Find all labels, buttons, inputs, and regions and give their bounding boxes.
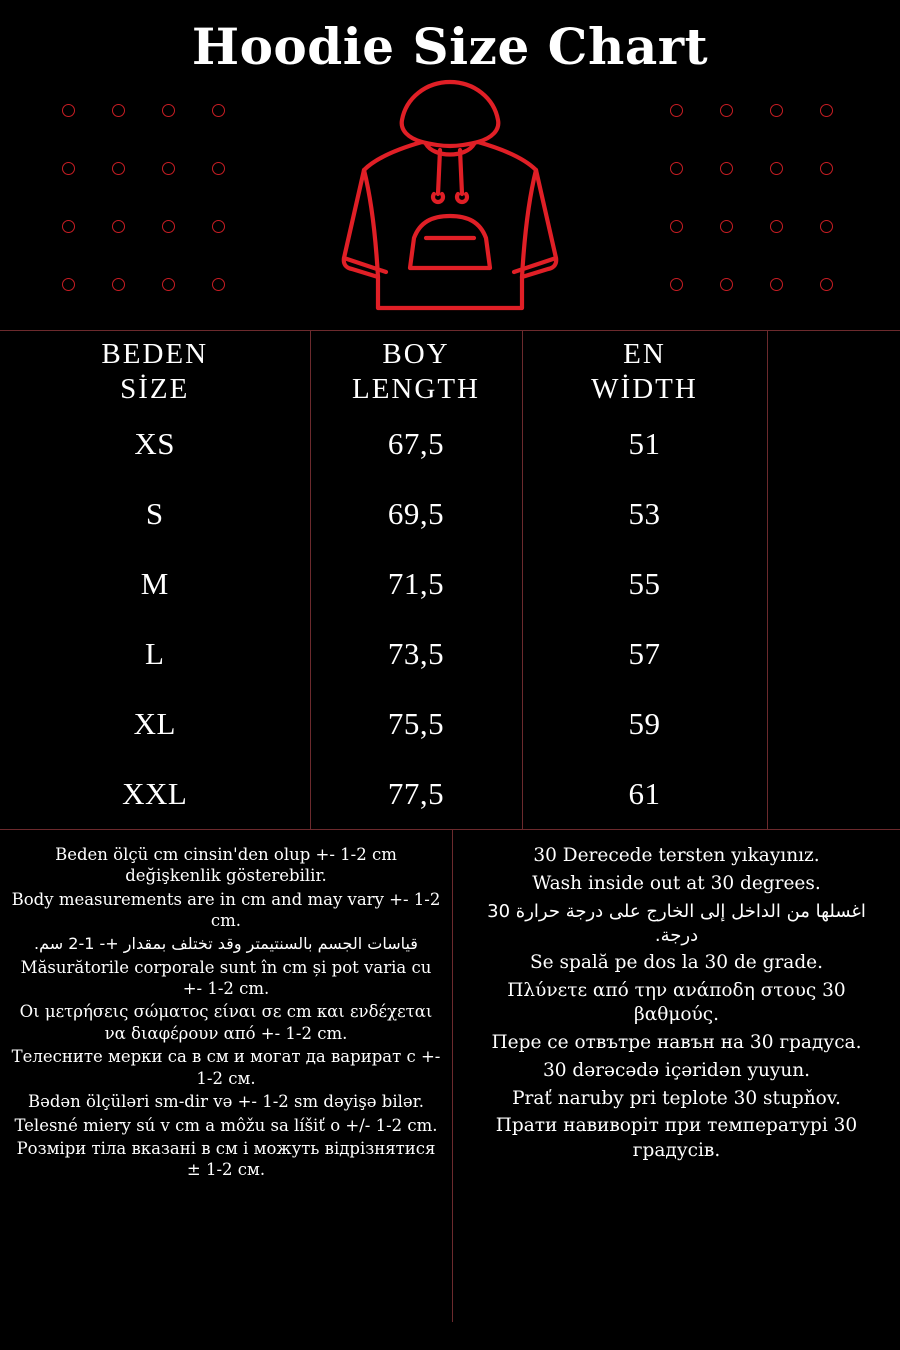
hoodie-icon — [330, 72, 570, 320]
cell-length: 77,5 — [310, 759, 522, 829]
column-header-width-line1: EN — [623, 338, 666, 371]
column-header-length — [310, 331, 522, 409]
measurement-note-en: Body measurements are in cm and may vary +- 1-2 cm. — [11, 889, 441, 931]
washing-note — [453, 830, 900, 1322]
header — [0, 0, 900, 330]
notes-section — [0, 830, 900, 1322]
size-table — [0, 331, 900, 829]
dot — [162, 104, 175, 117]
cell-extra — [767, 549, 900, 619]
cell-extra — [767, 689, 900, 759]
cell-length: 69,5 — [310, 479, 522, 549]
column-header-extra — [767, 331, 900, 409]
table-row — [0, 689, 900, 759]
cell-width: 53 — [522, 479, 767, 549]
dot — [212, 220, 225, 233]
dot — [112, 220, 125, 233]
dot — [62, 104, 75, 117]
dot — [720, 162, 733, 175]
dot — [162, 278, 175, 291]
cell-length: 67,5 — [310, 409, 522, 479]
measurement-note-ro: Măsurătorile corporale sunt în cm și pot varia cu +- 1-2 cm. — [20, 957, 432, 998]
cell-size: XS — [0, 409, 310, 479]
cell-size: S — [0, 479, 310, 549]
washing-note-az: 30 dərəcədə içəridən yuyun. — [542, 1059, 811, 1081]
cell-size: XL — [0, 689, 310, 759]
cell-length: 71,5 — [310, 549, 522, 619]
cell-width: 51 — [522, 409, 767, 479]
cell-extra — [767, 409, 900, 479]
dot — [820, 104, 833, 117]
column-header-size-line2: SİZE — [120, 372, 190, 405]
column-header-width-line2: WİDTH — [591, 372, 698, 405]
dot-grid-left — [62, 104, 262, 336]
dot — [62, 278, 75, 291]
dot — [770, 104, 783, 117]
dot — [770, 220, 783, 233]
washing-note-ro: Se spală pe dos la 30 de grade. — [529, 951, 824, 973]
dot — [670, 220, 683, 233]
measurement-note-az: Bədən ölçüləri sm-dir və +- 1-2 sm dəyişə bilər. — [27, 1092, 425, 1112]
measurement-note-el: Οι μετρήσεις σώματος είναι σε cm και ενδέχεται να διαφέρουν από +- 1-2 cm. — [19, 1002, 433, 1043]
washing-note-tr: 30 Derecede tersten yıkayınız. — [533, 845, 820, 866]
dot-grid-right — [670, 104, 870, 336]
table-row — [0, 479, 900, 549]
column-header-length-line2: LENGTH — [352, 372, 480, 405]
cell-extra — [767, 759, 900, 829]
dot — [670, 278, 683, 291]
measurement-note-tr: Beden ölçü cm cinsin'den olup +- 1-2 cm değişkenlik gösterebilir. — [55, 845, 397, 886]
table-row — [0, 759, 900, 829]
dot — [770, 162, 783, 175]
washing-note-ar: اغسلها من الداخل إلى الخارج على درجة حرارة 30 درجة. — [487, 900, 866, 946]
dot — [212, 278, 225, 291]
dot — [212, 104, 225, 117]
size-table-wrapper — [0, 330, 900, 830]
measurement-note-bg: Телесните мерки са в см и могат да варират с +- 1-2 см. — [11, 1047, 441, 1088]
table-row — [0, 409, 900, 479]
cell-length: 75,5 — [310, 689, 522, 759]
dot — [820, 220, 833, 233]
dot — [720, 104, 733, 117]
cell-size: XXL — [0, 759, 310, 829]
measurement-note-ar: قياسات الجسم بالسنتيمتر وقد تختلف بمقدار +- 1-2 سم. — [34, 933, 418, 953]
washing-note-bg: Пере се отвътре навън на 30 градуса. — [491, 1032, 862, 1054]
cell-size: L — [0, 619, 310, 689]
table-header-row — [0, 331, 900, 409]
measurement-note-sk: Telesné miery sú v cm a môžu sa líšiť o +/- 1-2 cm. — [14, 1115, 438, 1135]
column-header-size-line1: BEDEN — [101, 338, 209, 371]
dot — [112, 162, 125, 175]
dot — [670, 162, 683, 175]
dot — [720, 220, 733, 233]
washing-note-el: Πλύνετε από την ανάποδη στους 30 βαθμούς. — [507, 979, 846, 1026]
dot — [62, 162, 75, 175]
dot — [62, 220, 75, 233]
dot — [162, 162, 175, 175]
dot — [112, 278, 125, 291]
table-row — [0, 549, 900, 619]
cell-extra — [767, 619, 900, 689]
washing-note-uk: Прати навиворіт при температурі 30 градусів. — [495, 1115, 858, 1162]
table-row — [0, 619, 900, 689]
dot — [212, 162, 225, 175]
dot — [720, 278, 733, 291]
cell-extra — [767, 479, 900, 549]
measurement-note-uk: Розміри тіла вказані в см і можуть відрізнятися ± 1-2 см. — [16, 1139, 436, 1180]
cell-length: 73,5 — [310, 619, 522, 689]
dot — [112, 104, 125, 117]
page-title: Hoodie Size Chart — [191, 17, 709, 76]
cell-width: 57 — [522, 619, 767, 689]
washing-note-en: Wash inside out at 30 degrees. — [532, 872, 821, 894]
dot — [162, 220, 175, 233]
measurement-note — [0, 830, 453, 1322]
cell-width: 55 — [522, 549, 767, 619]
column-header-size — [0, 331, 310, 409]
cell-width: 61 — [522, 759, 767, 829]
cell-width: 59 — [522, 689, 767, 759]
dot — [820, 162, 833, 175]
column-header-length-line1: BOY — [382, 338, 450, 371]
cell-size: M — [0, 549, 310, 619]
washing-note-sk: Prať naruby pri teplote 30 stupňov. — [512, 1087, 841, 1109]
dot — [670, 104, 683, 117]
dot — [820, 278, 833, 291]
dot — [770, 278, 783, 291]
column-header-width — [522, 331, 767, 409]
